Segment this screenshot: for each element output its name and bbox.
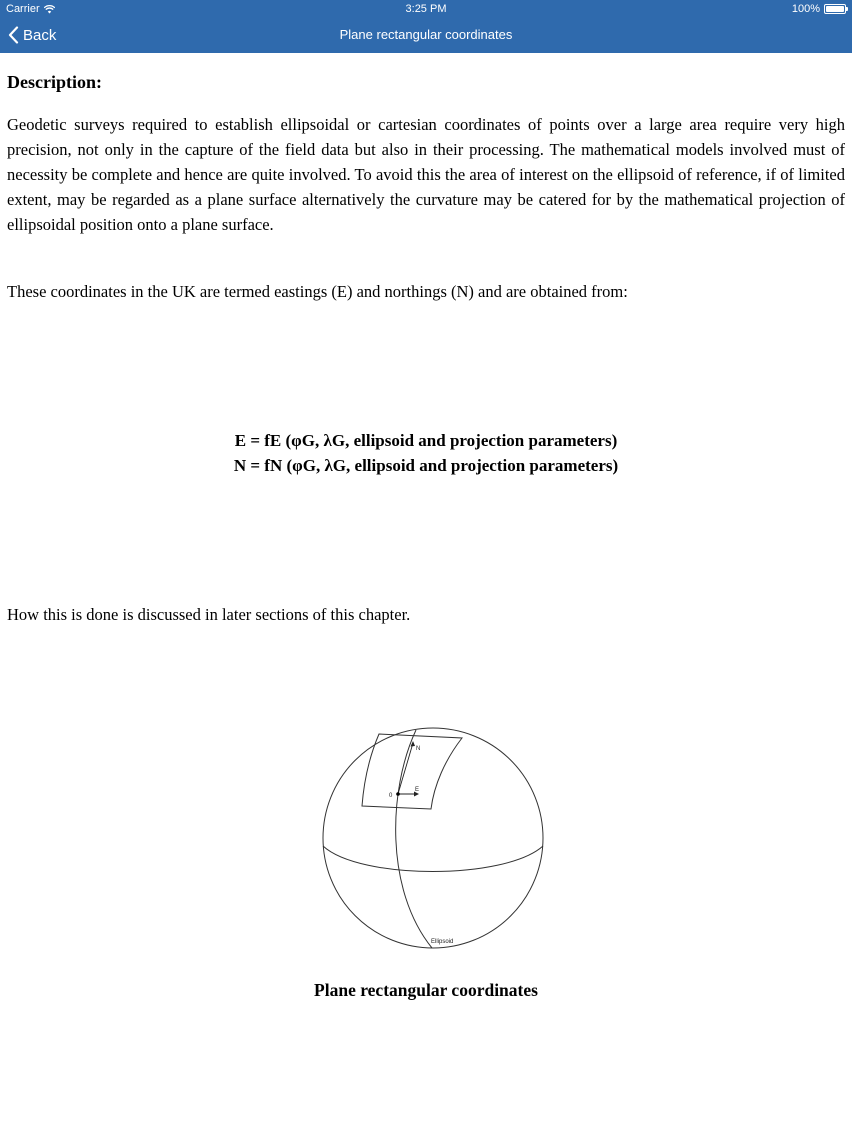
paragraph-intro: Geodetic surveys required to establish ellipsoidal or cartesian coordinates of points over a large area require very high precision, not only in the capture of the field data but also in their processing. The mathematical models involved must of necessity be complete and hence are quite involved. To avoid this the area of interest on the ellipsoid of reference, if of limited extent, may be regarded as a plane surface alternatively the curvature may be catered for by the mathematical projection of ellipsoidal position onto a plane surface. <box>7 115 845 234</box>
paragraph-later-sections: How this is done is discussed in later sections of this chapter. <box>7 605 411 624</box>
east-label: E <box>415 787 420 793</box>
paragraph-coordinates: These coordinates in the UK are termed eastings (E) and northings (N) and are obtained from: <box>7 282 628 301</box>
battery-icon <box>824 4 846 14</box>
origin-label: 0 <box>389 793 393 799</box>
carrier-label: Carrier <box>6 3 40 15</box>
app-header <box>0 0 852 53</box>
origin-dot <box>396 792 400 796</box>
formula-easting: E = fE (φG, λG, ellipsoid and projection parameters) <box>234 431 618 450</box>
back-label: Back <box>23 26 57 44</box>
sphere-outline <box>323 728 543 948</box>
ellipsoid-figure <box>300 724 560 954</box>
battery-percent: 100% <box>791 3 820 15</box>
equator-line <box>323 846 543 872</box>
meridian-line <box>396 730 432 948</box>
status-battery-group <box>792 3 846 15</box>
formula-northing: N = fN (φG, λG, ellipsoid and projection parameters) <box>233 456 619 475</box>
description-heading: Description: <box>7 72 102 92</box>
north-axis <box>398 743 413 794</box>
description-heading-wrap <box>7 68 845 93</box>
status-time: 3:25 PM <box>405 3 447 15</box>
nav-bar <box>0 18 852 53</box>
north-label: N <box>416 746 421 752</box>
page-title: Plane rectangular coordinates <box>339 27 513 42</box>
status-bar <box>0 0 852 18</box>
ellipsoid-label: Ellipsoid <box>431 939 454 945</box>
figure-caption: Plane rectangular coordinates <box>314 980 538 1000</box>
